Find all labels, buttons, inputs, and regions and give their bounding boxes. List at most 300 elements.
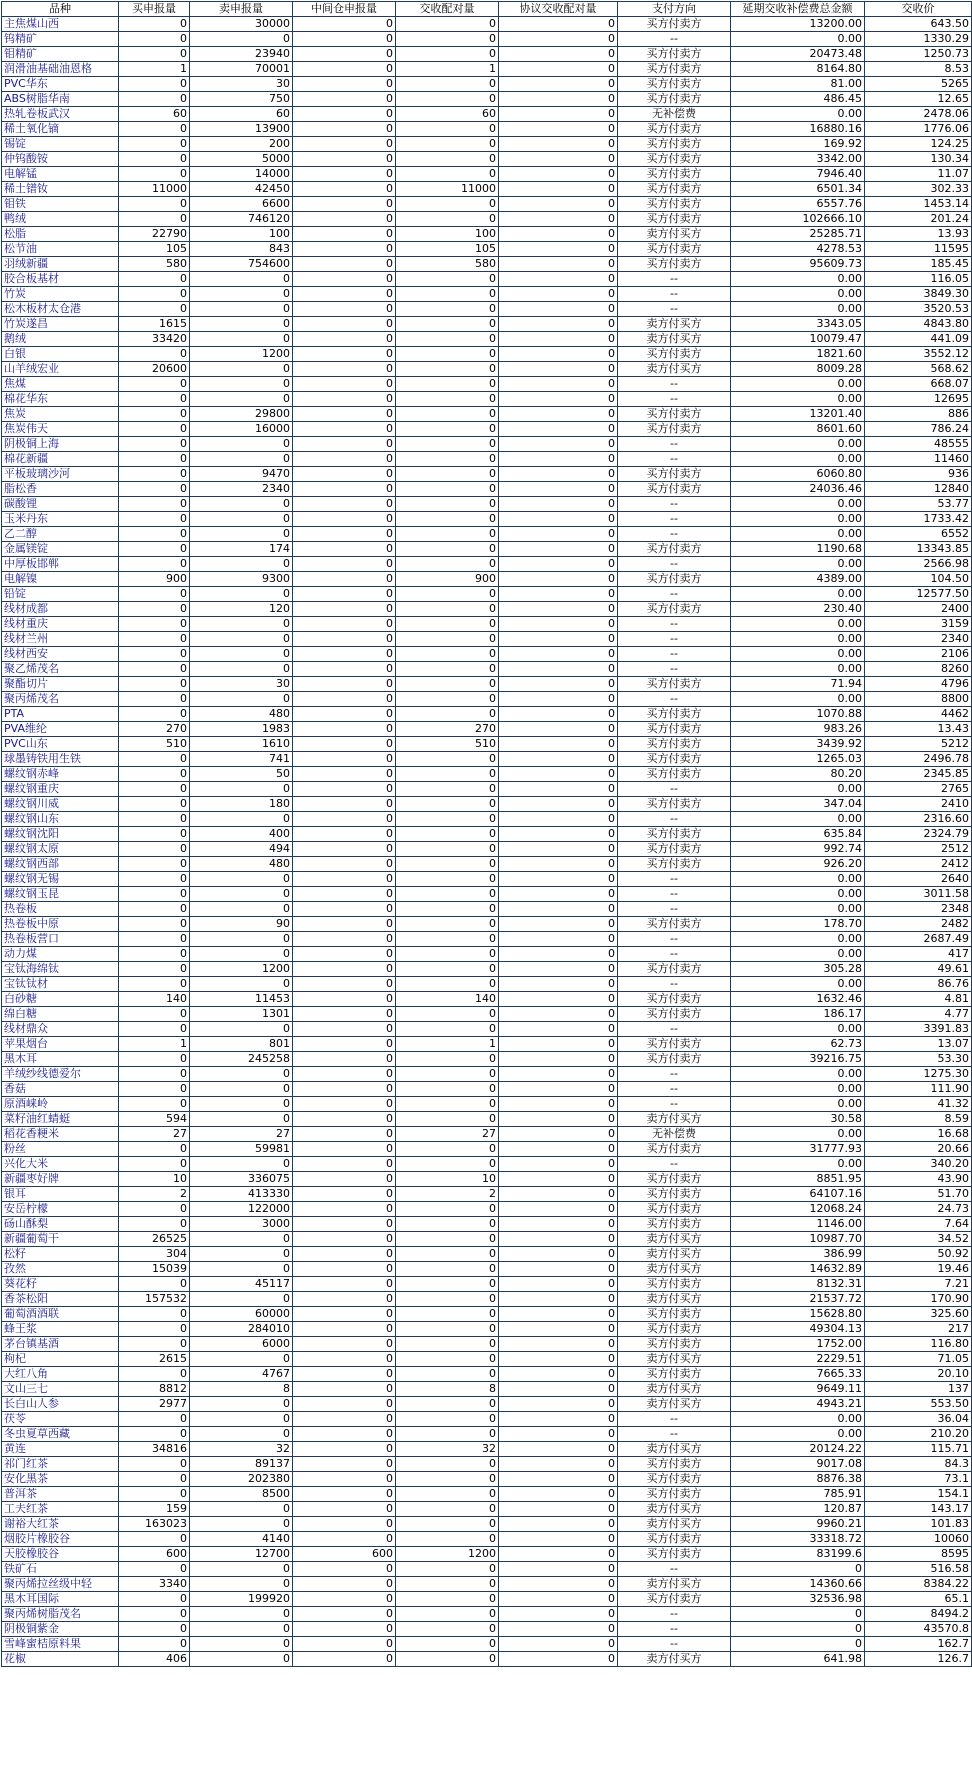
cell-buy-quantity: 0 [119, 767, 190, 782]
cell-buy-quantity: 163023 [119, 1517, 190, 1532]
cell-intermediate-quantity: 0 [293, 992, 396, 1007]
cell-matched-quantity: 0 [396, 347, 499, 362]
cell-product-name: 螺纹钢沈阳 [2, 827, 119, 842]
cell-product-name: 热卷板中原 [2, 917, 119, 932]
cell-agreement-matched-quantity: 0 [499, 1127, 618, 1142]
cell-compensation-total: 1190.68 [731, 542, 865, 557]
cell-agreement-matched-quantity: 0 [499, 437, 618, 452]
cell-intermediate-quantity: 0 [293, 287, 396, 302]
cell-product-name: 黄连 [2, 1442, 119, 1457]
table-row [2, 1367, 972, 1382]
cell-intermediate-quantity: 0 [293, 1442, 396, 1457]
cell-matched-quantity: 0 [396, 437, 499, 452]
cell-matched-quantity: 0 [396, 407, 499, 422]
cell-payment-direction: 卖方付买方 [618, 1517, 731, 1532]
cell-settlement-price: 49.61 [865, 962, 972, 977]
table-row [2, 1517, 972, 1532]
cell-payment-direction: -- [618, 1097, 731, 1112]
cell-sell-quantity: 336075 [190, 1172, 293, 1187]
cell-settlement-price: 1330.29 [865, 32, 972, 47]
cell-payment-direction: 买方付卖方 [618, 1322, 731, 1337]
cell-payment-direction: 买方付卖方 [618, 707, 731, 722]
cell-compensation-total: 10079.47 [731, 332, 865, 347]
cell-matched-quantity: 0 [396, 122, 499, 137]
cell-intermediate-quantity: 0 [293, 1307, 396, 1322]
table-row [2, 1142, 972, 1157]
cell-settlement-price: 71.05 [865, 1352, 972, 1367]
cell-agreement-matched-quantity: 0 [499, 1232, 618, 1247]
cell-sell-quantity: 0 [190, 1292, 293, 1307]
cell-payment-direction: 买方付卖方 [618, 1277, 731, 1292]
cell-buy-quantity: 0 [119, 917, 190, 932]
table-row [2, 1277, 972, 1292]
cell-intermediate-quantity: 0 [293, 62, 396, 77]
cell-sell-quantity: 1983 [190, 722, 293, 737]
cell-agreement-matched-quantity: 0 [499, 917, 618, 932]
cell-intermediate-quantity: 0 [293, 827, 396, 842]
cell-settlement-price: 4.81 [865, 992, 972, 1007]
cell-payment-direction: 买方付卖方 [618, 752, 731, 767]
cell-matched-quantity: 100 [396, 227, 499, 242]
cell-buy-quantity: 0 [119, 602, 190, 617]
cell-sell-quantity: 100 [190, 227, 293, 242]
cell-agreement-matched-quantity: 0 [499, 92, 618, 107]
cell-matched-quantity: 0 [396, 1007, 499, 1022]
cell-matched-quantity: 0 [396, 167, 499, 182]
cell-sell-quantity: 1610 [190, 737, 293, 752]
table-row [2, 467, 972, 482]
cell-intermediate-quantity: 0 [293, 1172, 396, 1187]
cell-payment-direction: 卖方付买方 [618, 1382, 731, 1397]
cell-intermediate-quantity: 0 [293, 557, 396, 572]
cell-matched-quantity: 0 [396, 662, 499, 677]
cell-sell-quantity: 0 [190, 872, 293, 887]
cell-intermediate-quantity: 0 [293, 497, 396, 512]
table-row [2, 647, 972, 662]
cell-agreement-matched-quantity: 0 [499, 347, 618, 362]
cell-buy-quantity: 0 [119, 707, 190, 722]
cell-agreement-matched-quantity: 0 [499, 1577, 618, 1592]
cell-intermediate-quantity: 0 [293, 902, 396, 917]
cell-settlement-price: 2687.49 [865, 932, 972, 947]
cell-buy-quantity: 0 [119, 1487, 190, 1502]
cell-buy-quantity: 140 [119, 992, 190, 1007]
cell-matched-quantity: 0 [396, 467, 499, 482]
cell-compensation-total: 0.00 [731, 617, 865, 632]
cell-sell-quantity: 120 [190, 602, 293, 617]
cell-payment-direction: 买方付卖方 [618, 422, 731, 437]
table-row [2, 1217, 972, 1232]
cell-agreement-matched-quantity: 0 [499, 632, 618, 647]
cell-product-name: 碳酸锂 [2, 497, 119, 512]
cell-intermediate-quantity: 0 [293, 227, 396, 242]
cell-settlement-price: 340.20 [865, 1157, 972, 1172]
cell-buy-quantity: 0 [119, 482, 190, 497]
cell-compensation-total: 0.00 [731, 437, 865, 452]
cell-buy-quantity: 105 [119, 242, 190, 257]
cell-compensation-total: 0.00 [731, 512, 865, 527]
cell-settlement-price: 210.20 [865, 1427, 972, 1442]
cell-product-name: 稻花香粳米 [2, 1127, 119, 1142]
cell-compensation-total: 20124.22 [731, 1442, 865, 1457]
cell-buy-quantity: 0 [119, 647, 190, 662]
cell-agreement-matched-quantity: 0 [499, 467, 618, 482]
cell-sell-quantity: 0 [190, 557, 293, 572]
cell-buy-quantity: 8812 [119, 1382, 190, 1397]
cell-payment-direction: -- [618, 392, 731, 407]
cell-matched-quantity: 0 [396, 947, 499, 962]
cell-intermediate-quantity: 0 [293, 737, 396, 752]
cell-matched-quantity: 0 [396, 1562, 499, 1577]
cell-settlement-price: 20.10 [865, 1367, 972, 1382]
cell-compensation-total: 169.92 [731, 137, 865, 152]
cell-settlement-price: 568.62 [865, 362, 972, 377]
cell-payment-direction: -- [618, 872, 731, 887]
cell-buy-quantity: 0 [119, 752, 190, 767]
cell-compensation-total: 0.00 [731, 782, 865, 797]
cell-sell-quantity: 89137 [190, 1457, 293, 1472]
header-intermediate-quantity: 中间仓申报量 [293, 2, 396, 17]
cell-agreement-matched-quantity: 0 [499, 1442, 618, 1457]
cell-sell-quantity: 0 [190, 1412, 293, 1427]
cell-product-name: 聚丙烯树脂茂名 [2, 1607, 119, 1622]
cell-compensation-total: 16880.16 [731, 122, 865, 137]
cell-intermediate-quantity: 0 [293, 1487, 396, 1502]
cell-settlement-price: 10060 [865, 1532, 972, 1547]
cell-buy-quantity: 0 [119, 1202, 190, 1217]
cell-matched-quantity: 0 [396, 287, 499, 302]
cell-buy-quantity: 0 [119, 437, 190, 452]
cell-buy-quantity: 0 [119, 1277, 190, 1292]
cell-sell-quantity: 0 [190, 1397, 293, 1412]
cell-product-name: 新疆葡萄干 [2, 1232, 119, 1247]
cell-payment-direction: 买方付卖方 [618, 1337, 731, 1352]
cell-compensation-total: 641.98 [731, 1652, 865, 1667]
table-row [2, 1442, 972, 1457]
cell-intermediate-quantity: 0 [293, 152, 396, 167]
table-row [2, 557, 972, 572]
cell-compensation-total: 102666.10 [731, 212, 865, 227]
table-row [2, 152, 972, 167]
cell-agreement-matched-quantity: 0 [499, 1547, 618, 1562]
cell-agreement-matched-quantity: 0 [499, 452, 618, 467]
cell-settlement-price: 2566.98 [865, 557, 972, 572]
cell-compensation-total: 1752.00 [731, 1337, 865, 1352]
cell-buy-quantity: 26525 [119, 1232, 190, 1247]
cell-agreement-matched-quantity: 0 [499, 857, 618, 872]
cell-payment-direction: 买方付卖方 [618, 827, 731, 842]
cell-compensation-total: 0.00 [731, 32, 865, 47]
cell-matched-quantity: 0 [396, 677, 499, 692]
cell-agreement-matched-quantity: 0 [499, 1007, 618, 1022]
cell-payment-direction: 买方付卖方 [618, 1172, 731, 1187]
settlement-table-container [1, 1, 971, 1667]
cell-payment-direction: 买方付卖方 [618, 842, 731, 857]
table-row [2, 122, 972, 137]
cell-payment-direction: 买方付卖方 [618, 347, 731, 362]
cell-product-name: 原酒崃岭 [2, 1097, 119, 1112]
cell-settlement-price: 3011.58 [865, 887, 972, 902]
cell-settlement-price: 3391.83 [865, 1022, 972, 1037]
cell-product-name: 稀土镨钕 [2, 182, 119, 197]
cell-compensation-total: 347.04 [731, 797, 865, 812]
table-row [2, 1427, 972, 1442]
cell-matched-quantity: 0 [396, 1307, 499, 1322]
cell-settlement-price: 8384.22 [865, 1577, 972, 1592]
table-row [2, 767, 972, 782]
cell-settlement-price: 53.30 [865, 1052, 972, 1067]
table-row [2, 1127, 972, 1142]
cell-settlement-price: 2765 [865, 782, 972, 797]
cell-matched-quantity: 0 [396, 1472, 499, 1487]
cell-buy-quantity: 33420 [119, 332, 190, 347]
table-row [2, 977, 972, 992]
cell-matched-quantity: 0 [396, 767, 499, 782]
cell-buy-quantity: 0 [119, 467, 190, 482]
cell-product-name: 松籽 [2, 1247, 119, 1262]
cell-buy-quantity: 0 [119, 512, 190, 527]
cell-buy-quantity: 0 [119, 197, 190, 212]
cell-product-name: 螺纹钢重庆 [2, 782, 119, 797]
cell-settlement-price: 43.90 [865, 1172, 972, 1187]
cell-matched-quantity: 140 [396, 992, 499, 1007]
cell-payment-direction: 买方付卖方 [618, 1187, 731, 1202]
cell-product-name: 松木板材太仓港 [2, 302, 119, 317]
cell-matched-quantity: 0 [396, 1067, 499, 1082]
cell-buy-quantity: 0 [119, 122, 190, 137]
cell-intermediate-quantity: 0 [293, 977, 396, 992]
cell-compensation-total: 0.00 [731, 947, 865, 962]
cell-settlement-price: 24.73 [865, 1202, 972, 1217]
cell-sell-quantity: 1200 [190, 347, 293, 362]
cell-intermediate-quantity: 0 [293, 1577, 396, 1592]
cell-matched-quantity: 0 [396, 602, 499, 617]
table-row [2, 452, 972, 467]
cell-matched-quantity: 0 [396, 272, 499, 287]
cell-payment-direction: -- [618, 902, 731, 917]
cell-payment-direction: -- [618, 287, 731, 302]
cell-product-name: 松节油 [2, 242, 119, 257]
table-row [2, 437, 972, 452]
table-row [2, 887, 972, 902]
table-row [2, 1172, 972, 1187]
cell-compensation-total: 3342.00 [731, 152, 865, 167]
cell-payment-direction: -- [618, 1022, 731, 1037]
cell-payment-direction: -- [618, 557, 731, 572]
cell-sell-quantity: 0 [190, 1097, 293, 1112]
table-row [2, 1532, 972, 1547]
cell-settlement-price: 41.32 [865, 1097, 972, 1112]
cell-intermediate-quantity: 0 [293, 317, 396, 332]
cell-compensation-total: 120.87 [731, 1502, 865, 1517]
cell-matched-quantity: 0 [396, 1502, 499, 1517]
table-row [2, 1097, 972, 1112]
cell-sell-quantity: 30000 [190, 17, 293, 32]
table-row [2, 1472, 972, 1487]
cell-product-name: 焦炭伟天 [2, 422, 119, 437]
cell-buy-quantity: 0 [119, 1637, 190, 1652]
cell-buy-quantity: 20600 [119, 362, 190, 377]
cell-payment-direction: 卖方付买方 [618, 1352, 731, 1367]
cell-agreement-matched-quantity: 0 [499, 1607, 618, 1622]
cell-agreement-matched-quantity: 0 [499, 1277, 618, 1292]
cell-payment-direction: 买方付卖方 [618, 962, 731, 977]
cell-product-name: 热卷板营口 [2, 932, 119, 947]
cell-agreement-matched-quantity: 0 [499, 722, 618, 737]
cell-compensation-total: 0.00 [731, 887, 865, 902]
cell-compensation-total: 0.00 [731, 1157, 865, 1172]
cell-agreement-matched-quantity: 0 [499, 137, 618, 152]
cell-sell-quantity: 0 [190, 1157, 293, 1172]
cell-matched-quantity: 0 [396, 1397, 499, 1412]
cell-buy-quantity: 0 [119, 947, 190, 962]
cell-sell-quantity: 12700 [190, 1547, 293, 1562]
cell-matched-quantity: 0 [396, 1277, 499, 1292]
cell-agreement-matched-quantity: 0 [499, 932, 618, 947]
table-row [2, 932, 972, 947]
cell-sell-quantity: 0 [190, 1022, 293, 1037]
cell-product-name: 热轧卷板武汉 [2, 107, 119, 122]
table-row [2, 1577, 972, 1592]
cell-buy-quantity: 0 [119, 422, 190, 437]
table-row [2, 1007, 972, 1022]
cell-agreement-matched-quantity: 0 [499, 782, 618, 797]
cell-product-name: 羽绒新疆 [2, 257, 119, 272]
cell-sell-quantity: 0 [190, 1247, 293, 1262]
table-row [2, 782, 972, 797]
cell-buy-quantity: 0 [119, 1412, 190, 1427]
cell-matched-quantity: 27 [396, 1127, 499, 1142]
cell-settlement-price: 111.90 [865, 1082, 972, 1097]
cell-intermediate-quantity: 0 [293, 647, 396, 662]
cell-settlement-price: 217 [865, 1322, 972, 1337]
cell-sell-quantity: 0 [190, 812, 293, 827]
cell-matched-quantity: 0 [396, 1337, 499, 1352]
cell-agreement-matched-quantity: 0 [499, 1562, 618, 1577]
cell-compensation-total: 32536.98 [731, 1592, 865, 1607]
cell-compensation-total: 1265.03 [731, 752, 865, 767]
cell-payment-direction: 买方付卖方 [618, 1367, 731, 1382]
cell-agreement-matched-quantity: 0 [499, 887, 618, 902]
cell-buy-quantity: 0 [119, 557, 190, 572]
table-row [2, 692, 972, 707]
cell-intermediate-quantity: 0 [293, 1247, 396, 1262]
cell-compensation-total: 0 [731, 1637, 865, 1652]
cell-intermediate-quantity: 0 [293, 47, 396, 62]
cell-sell-quantity: 50 [190, 767, 293, 782]
cell-buy-quantity: 0 [119, 347, 190, 362]
cell-product-name: 谢裕大红茶 [2, 1517, 119, 1532]
cell-compensation-total: 31777.93 [731, 1142, 865, 1157]
cell-product-name: 羊绒纱线德爱尔 [2, 1067, 119, 1082]
cell-sell-quantity: 754600 [190, 257, 293, 272]
cell-compensation-total: 13200.00 [731, 17, 865, 32]
cell-intermediate-quantity: 0 [293, 1472, 396, 1487]
cell-payment-direction: -- [618, 1637, 731, 1652]
cell-payment-direction: 买方付卖方 [618, 767, 731, 782]
cell-agreement-matched-quantity: 0 [499, 902, 618, 917]
cell-settlement-price: 1776.06 [865, 122, 972, 137]
cell-settlement-price: 51.70 [865, 1187, 972, 1202]
table-row [2, 1187, 972, 1202]
cell-agreement-matched-quantity: 0 [499, 422, 618, 437]
cell-buy-quantity: 0 [119, 407, 190, 422]
table-row [2, 422, 972, 437]
cell-payment-direction: 买方付卖方 [618, 1457, 731, 1472]
cell-settlement-price: 643.50 [865, 17, 972, 32]
cell-payment-direction: 买方付卖方 [618, 737, 731, 752]
cell-matched-quantity: 0 [396, 887, 499, 902]
cell-payment-direction: -- [618, 1562, 731, 1577]
table-row [2, 1457, 972, 1472]
table-row [2, 1052, 972, 1067]
cell-settlement-price: 3849.30 [865, 287, 972, 302]
cell-product-name: 苹果烟台 [2, 1037, 119, 1052]
cell-product-name: PVA维纶 [2, 722, 119, 737]
table-row [2, 212, 972, 227]
table-row [2, 617, 972, 632]
cell-intermediate-quantity: 0 [293, 542, 396, 557]
cell-buy-quantity: 0 [119, 977, 190, 992]
cell-payment-direction: 买方付卖方 [618, 1142, 731, 1157]
cell-sell-quantity: 90 [190, 917, 293, 932]
cell-matched-quantity: 2 [396, 1187, 499, 1202]
header-product: 品种 [2, 2, 119, 17]
cell-agreement-matched-quantity: 0 [499, 1202, 618, 1217]
cell-intermediate-quantity: 0 [293, 272, 396, 287]
cell-agreement-matched-quantity: 0 [499, 182, 618, 197]
cell-settlement-price: 65.1 [865, 1592, 972, 1607]
cell-sell-quantity: 16000 [190, 422, 293, 437]
table-row [2, 362, 972, 377]
cell-compensation-total: 81.00 [731, 77, 865, 92]
cell-buy-quantity: 0 [119, 152, 190, 167]
cell-payment-direction: 买方付卖方 [618, 1307, 731, 1322]
cell-product-name: 动力煤 [2, 947, 119, 962]
cell-agreement-matched-quantity: 0 [499, 227, 618, 242]
table-row [2, 347, 972, 362]
cell-agreement-matched-quantity: 0 [499, 1337, 618, 1352]
cell-product-name: 仲钨酸铵 [2, 152, 119, 167]
cell-compensation-total: 0.00 [731, 647, 865, 662]
cell-buy-quantity: 159 [119, 1502, 190, 1517]
cell-payment-direction: 买方付卖方 [618, 77, 731, 92]
table-row [2, 77, 972, 92]
cell-sell-quantity: 30 [190, 77, 293, 92]
cell-agreement-matched-quantity: 0 [499, 812, 618, 827]
cell-compensation-total: 785.91 [731, 1487, 865, 1502]
cell-agreement-matched-quantity: 0 [499, 1472, 618, 1487]
cell-product-name: 电解锰 [2, 167, 119, 182]
cell-sell-quantity: 0 [190, 332, 293, 347]
cell-sell-quantity: 4767 [190, 1367, 293, 1382]
cell-agreement-matched-quantity: 0 [499, 362, 618, 377]
cell-intermediate-quantity: 0 [293, 392, 396, 407]
cell-buy-quantity: 3340 [119, 1577, 190, 1592]
cell-agreement-matched-quantity: 0 [499, 662, 618, 677]
cell-agreement-matched-quantity: 0 [499, 962, 618, 977]
table-row [2, 842, 972, 857]
cell-payment-direction: -- [618, 812, 731, 827]
cell-product-name: 黑木耳 [2, 1052, 119, 1067]
cell-sell-quantity: 494 [190, 842, 293, 857]
cell-sell-quantity: 480 [190, 857, 293, 872]
cell-buy-quantity: 0 [119, 17, 190, 32]
cell-intermediate-quantity: 0 [293, 587, 396, 602]
table-row [2, 1607, 972, 1622]
cell-product-name: 螺纹钢赤峰 [2, 767, 119, 782]
cell-compensation-total: 0.00 [731, 1022, 865, 1037]
